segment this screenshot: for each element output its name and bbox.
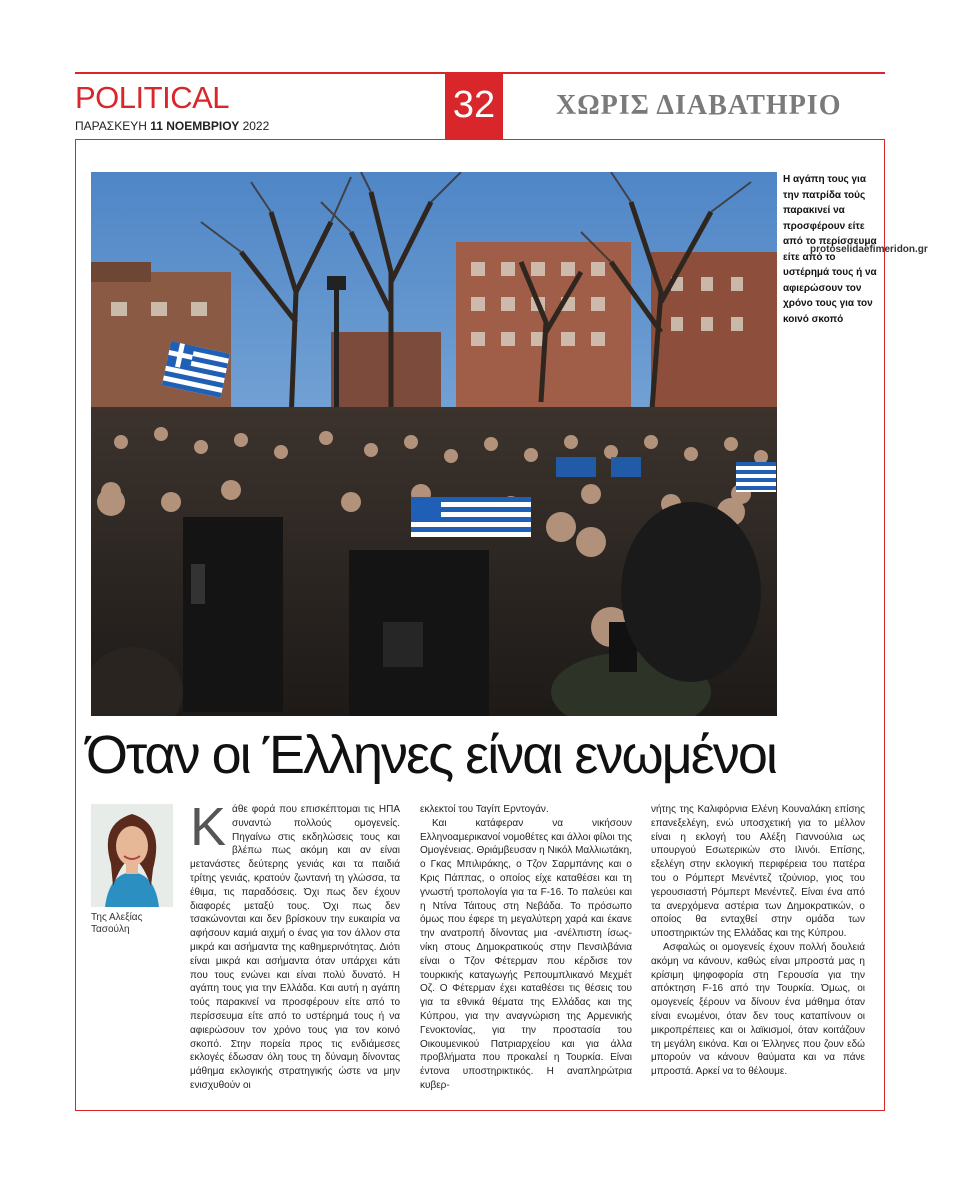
paragraph: εκλεκτοί του Ταγίπ Ερντογάν. [420,804,549,815]
paragraph: Ασφαλώς οι ομογενείς έχουν πολλή δουλειά ακόμη να κάνουν, καθώς είναι μπροστά μας η κρίσιμη ψηφοφορία στη Γερουσία για την απόκτηση F-16 από την Τουρκία. Όμως, οι ομογενείς ξέρουν να δίνουν ένα μάθημα όταν είναι ενωμένοι, όταν δεν τους καταπίνουν οι μικροπρέπειες και οι λαϊκισμοί, όταν κοιτάζουν τη μεγάλη εικόνα. Και οι Έλληνες που ζουν εδώ μπορούν να κάνουν θαύματα και να πάνε μπροστά. Αρκεί να το θέλουμε. [651,941,865,1078]
paragraph: Και κατάφεραν να νικήσουν Ελληνοαμερικανοί νομοθέτες και άλλοι φίλοι της Ομογένειας. Θριάμβευσαν η Νικόλ Μαλλιωτάκη, ο Γκας Μπιλιράκης, ο Τζον Σαρμπάνης και ο Κρις Πάππας, ο οποίος είχε καταθέσει και τη γνωστή τροπολογία για τα F-16. Το παλεύει και η Ντίνα Τάιτους στη Νεβάδα. Το πρόσωπο όμως που έφερε τη μεγαλύτερη χαρά και έκανε την ανατροπή δίνοντας μια -ανέλπιστη ίσως- νίκη στους Δημοκρατικούς στην Πενσιλβάνια είναι ο Τζον Φέτερμαν που κέρδισε τον τουρκικής καταγωγής Ρεπουμπλικανό Μεχμέτ Οζ. Ο Φέτερμαν έχει καταθέσει τις θέσεις του για τα εθνικά θέματα της Ελλάδας και της Κύπρου, για την αναγνώριση της Αρμενικής Γενοκτονίας, για την προστασία του Οικουμενικού Πατριαρχείου και για άλλα προβλήματα που προκαλεί η Τουρκία. Είναι έντονα υποστηρικτικός. Η αναπληρώτρια κυβερ- [420,817,632,1091]
frame-left [75,140,76,1110]
author-byline: Της Αλεξίας Τασούλη [91,912,143,935]
section-title: POLITICAL [75,80,229,115]
loudspeaker [183,517,283,712]
frame-bottom [75,1110,885,1111]
page-number: 32 [445,74,503,139]
loudspeaker [349,550,489,716]
article-column-1 [190,797,400,1093]
paragraph: νήτης της Καλιφόρνια Ελένη Κουναλάκη επίσης επανεξελέγη, ενώ υποσχετική για το μέλλον είναι η εκλογή του Αλέξη Γιαννούλια ως υπουργού Εσωτερικών στο Ιλινόι. Επίσης, εξελέγη στην εκλογική περιφέρεια του πατέρα του ο Ρόμπερτ Μενέντεζ τζούνιορ, γιος του γερουσιαστή Ρόμπερτ Μενέντεζ. Είναι ένα από τα ανερχόμενα αστέρια των Δημοκρατικών, ο οποίος θα ενταχθεί στην ομάδα των υποστηρικτών της Ελλάδας και της Κύπρου. [651,804,865,940]
watermark: protoselidaefimeridon.gr [810,244,928,255]
column-title: ΧΩΡΙΣ ΔΙΑΒΑΤΗΡΙΟ [556,90,842,121]
headline: Όταν οι Έλληνες είναι ενωμένοι [86,725,776,785]
greek-flag [736,462,776,492]
author-portrait [91,804,173,907]
header-rule [75,139,885,140]
drop-cap: Κ [190,797,227,857]
crowd-photo-illustration [91,172,777,716]
author-avatar [91,804,173,907]
photo-caption: Η αγάπη τους για την πατρίδα τούς παρακινεί να προσφέρουν είτε από το περίσσευμα είτε από το υστέρημά τους ή να αφιερώσουν τον χρόνο τους για τον κοινό σκοπό [783,174,877,325]
frame-right [884,140,885,1110]
article-column-2 [420,803,632,1093]
greek-flag [411,497,531,537]
article-column-3 [651,803,865,1079]
issue-date: ΠΑΡΑΣΚΕΥΗ 11 ΝΟΕΜΒΡΙΟΥ 2022 [75,119,270,133]
paragraph: άθε φορά που επισκέπτομαι τις ΗΠΑ συναντώ πολλούς ομογενείς. Πηγαίνω στις εκδηλώσεις τους και βλέπω πως ακόμη και αν είναι μετανάστες δεύτερης γενιάς και τα παιδιά τρίτης γενιάς, κρατούν ζωντανή τη γλώσσα, τα έθιμα, τις παραδόσεις. Όχι πως δεν έχουν διαφορές μεταξύ τους. Όχι πως δεν τσακώνονται και δεν βρίσκουν την ευκαιρία να αφήσουν καμιά αιχμή ο ένας για τον άλλον στα μικρά και ασήμαντα της καθημερινότητας. Διότι είναι μικρά και ασήμαντα όταν υπάρχει κάτι που τους ενώνει και είναι πολύ δυνατό. Η αγάπη τους για την Ελλάδα. Και αυτή η αγάπη τούς παρακινεί να προσφέρουν είτε από το περίσσευμα είτε από το υστέρημά τους ή να αφιερώσουν τον χρόνο τους για τον κοινό σκοπό. Στην πορεία προς τις ενδιάμεσες εκλογές έδωσαν όλη τους τη δύναμη δίνοντας μάθημα εκλογικής στρατηγικής ώστε να μην ενισχυθούν οι [190,804,400,1091]
crowd-photo [91,172,777,716]
